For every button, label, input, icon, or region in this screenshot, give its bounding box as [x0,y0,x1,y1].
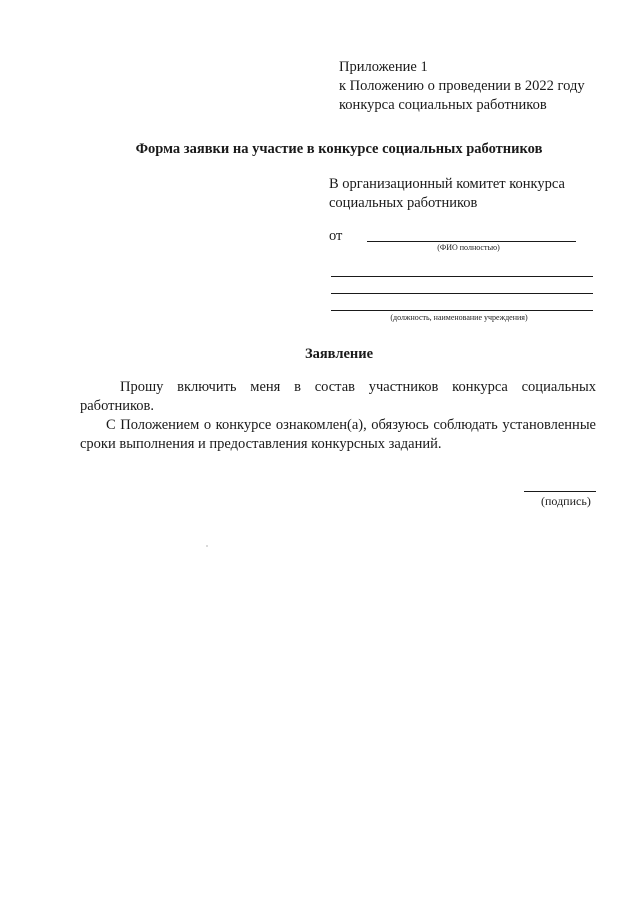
signature-caption: (подпись) [541,494,591,508]
position-line-2[interactable] [331,293,593,294]
statement-title: Заявление [304,346,374,362]
position-caption: (должность, наименование учреждения) [390,313,528,322]
form-title: Форма заявки на участие в конкурсе социальных работников [135,141,543,157]
statement-paragraph-1: Прошу включить меня в состав участников конкурса социальных работников. [80,379,596,414]
appendix-line-1: Приложение 1 [339,59,428,75]
position-line-1[interactable] [331,276,593,277]
position-line-3[interactable] [331,310,593,311]
addressee-block [329,175,565,213]
statement-body [80,378,596,454]
signature-line[interactable] [524,491,596,492]
appendix-line-3: конкурса социальных работников [339,97,547,113]
addressee-line-2: социальных работников [329,195,478,211]
appendix-line-2: к Положению о проведении в 2022 году [339,78,585,94]
addressee-line-1: В организационный комитет конкурса [329,176,565,192]
statement-paragraph-2: С Положением о конкурсе ознакомлен(а), обязуюсь соблюдать установленные сроки выполнения и предоставления конкурсных заданий. [80,417,596,452]
scan-speck [206,545,208,547]
fio-line[interactable] [367,241,576,242]
fio-caption: (ФИО полностью) [437,243,500,252]
appendix-header [339,58,585,115]
from-label: от [329,228,343,244]
